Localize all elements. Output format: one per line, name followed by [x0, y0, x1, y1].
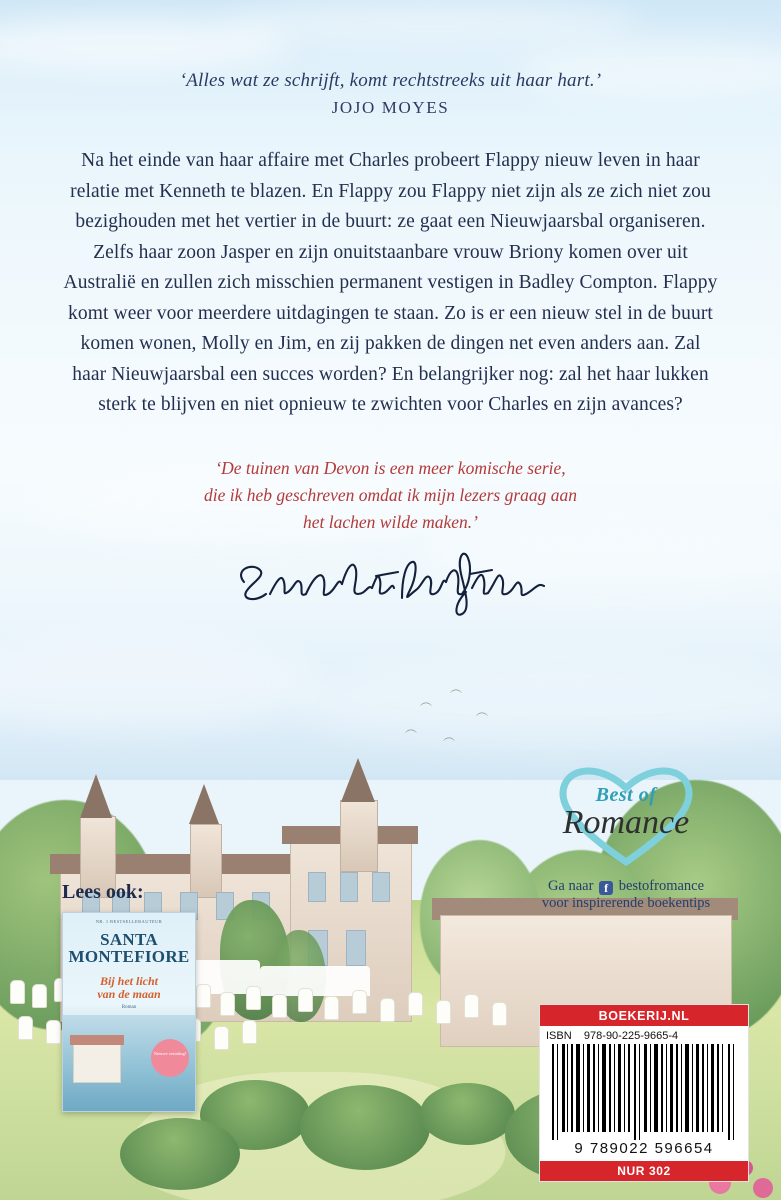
facebook-icon[interactable]: f	[599, 881, 613, 895]
mini-cover-title	[63, 975, 195, 1001]
isbn-barcode-block	[539, 1004, 749, 1182]
also-read-section	[62, 881, 252, 1112]
publisher-label: BOEKERIJ.NL	[540, 1005, 748, 1026]
bird-icon: ︵	[405, 721, 418, 735]
best-of-label: Best of	[595, 784, 657, 806]
isbn-number: 978-90-225-9665-4	[583, 1030, 679, 1042]
barcode-digits: 9 789022 596654	[574, 1140, 714, 1157]
bird-icon: ︵	[450, 681, 463, 695]
hedge	[300, 1085, 430, 1170]
blurb-text: Na het einde van haar affaire met Charles probeert Flappy nieuw leven in haar relatie met Kenneth te blazen. En Flappy zou Flappy niet zijn als ze zich niet zou bezighouden met het vertier in de buurt: ze gaat een Nieuwjaarsbal organiseren. Zelfs haar zoon Jasper en zijn onuitstaanbare vrouw Briony komen over uit Australië en zullen zich misschien permanent vestigen in Badley Compton. Flappy komt weer voor meerdere uitdagingen te staan. Zo is er een nieuw stel in de buurt komen wonen, Molly en Jim, en zij pakken de dingen net even anders aan. Zal haar Nieuwjaarsbal een succes worden? En belangrijker nog: zal het haar lukken sterk te blijven en niet opnieuw te zwichten voor Charles en zijn avances?	[63, 150, 718, 415]
promo-line1-prefix: Ga naar	[547, 878, 594, 894]
mini-cover-badge: Nieuwe vertaling!	[151, 1039, 189, 1077]
promo-line1	[511, 878, 741, 895]
mini-cover-author-line2: MONTEFIORE	[68, 947, 190, 966]
mini-cover-house	[73, 1043, 121, 1083]
hedge	[420, 1083, 515, 1145]
barcode-image	[548, 1044, 738, 1140]
heart-icon	[551, 762, 701, 868]
top-quote-author: JOJO MOYES	[331, 98, 450, 117]
bird-icon: ︵	[443, 729, 456, 743]
also-read-book-cover[interactable]	[62, 912, 196, 1112]
nur-code: NUR 302	[540, 1161, 748, 1181]
mini-cover-author	[63, 931, 195, 965]
author-quote-line3: het lachen wilde maken.’	[303, 511, 478, 532]
author-quote-book-title: ‘De tuinen van Devon	[215, 457, 370, 478]
mini-cover-top-line: NR. 1 BESTSELLERAUTEUR	[95, 919, 163, 924]
isbn-number-line	[540, 1026, 748, 1044]
promo-handle[interactable]: bestofromance	[618, 878, 705, 894]
mini-cover-author-line1: SANTA	[100, 930, 158, 949]
promo-line2: voor inspirerende boekentips	[541, 895, 711, 911]
mini-cover-title-line2: van de maan	[97, 987, 161, 1001]
author-signature	[62, 548, 719, 618]
mini-cover-subtitle: Roman	[121, 1005, 137, 1010]
author-quote	[62, 455, 719, 536]
author-quote-line2: die ik heb geschreven omdat ik mijn lezers graag aan	[203, 484, 578, 505]
top-quote: ‘Alles wat ze schrijft, komt rechtstreeks uit haar hart.’	[179, 70, 602, 91]
author-quote-line1-rest: is een meer komische serie,	[369, 457, 566, 478]
best-of-romance-promo	[511, 762, 741, 912]
romance-label: Romance	[562, 804, 690, 841]
mini-cover-title-line1: Bij het licht	[99, 974, 158, 988]
also-read-label: Lees ook:	[62, 881, 144, 903]
isbn-label: ISBN	[546, 1030, 572, 1042]
bird-icon: ︵	[476, 704, 489, 718]
bird-icon: ︵	[420, 694, 433, 708]
hedge	[120, 1118, 240, 1190]
